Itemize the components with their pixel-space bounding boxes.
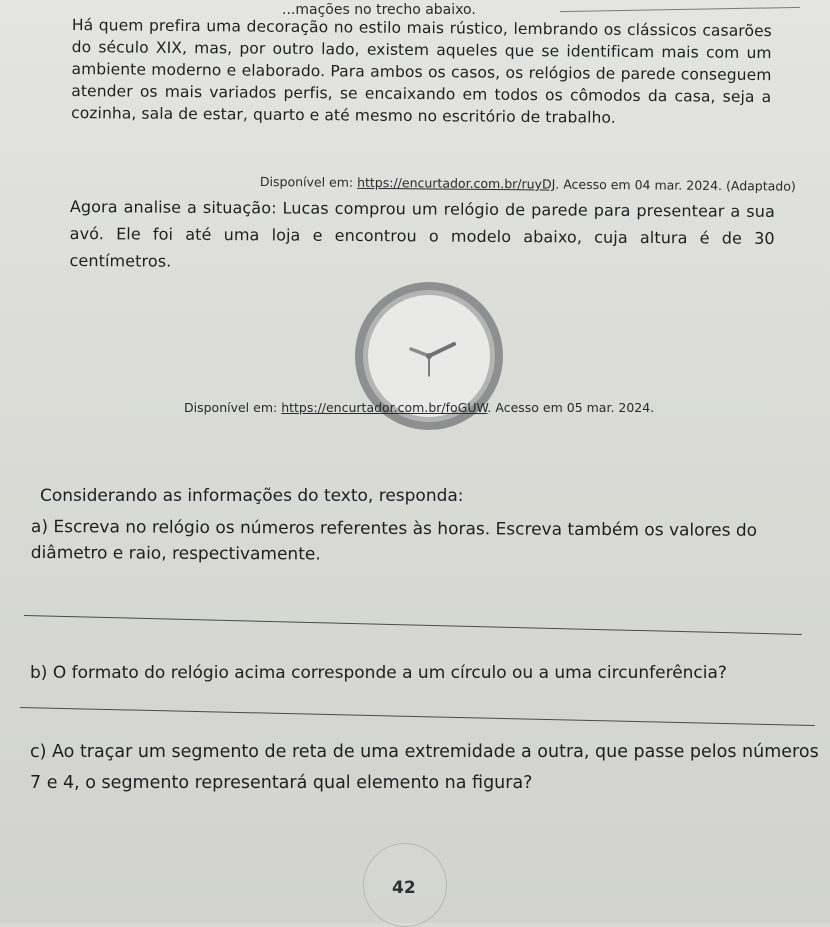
source-citation-1: [260, 174, 796, 194]
question-b: b) O formato do relógio acima corresponde a um círculo ou a uma circunferência?: [30, 663, 727, 683]
questions-intro: Considerando as informações do texto, responda:: [40, 486, 464, 506]
question-a: a) Escreva no relógio os números referentes às horas. Escreva também os valores do diâmetro e raio, respectivamente.: [30, 516, 758, 565]
source-1-suffix: . Acesso em 04 mar. 2024. (Adaptado): [555, 176, 796, 194]
situation-paragraph: Agora analise a situação: Lucas comprou um relógio de parede para presentear a sua avó. Ele foi até uma loja e encontrou o modelo abaixo, cuja altura é de 30 centímetros.: [69, 196, 775, 271]
source-2-suffix: . Acesso em 05 mar. 2024.: [487, 400, 655, 415]
source-1-link[interactable]: https://encurtador.com.br/ruyDJ: [357, 174, 556, 192]
header-rule: [560, 7, 800, 12]
question-c: c) Ao traçar um segmento de reta de uma extremidade a outra, que passe pelos números 7 e 4, o segmento representará qual elemento na figura?: [30, 742, 819, 793]
page-number: 42: [392, 878, 416, 898]
source-1-prefix: Disponível em:: [259, 174, 358, 190]
source-2-link[interactable]: https://encurtador.com.br/foGUW: [281, 400, 488, 415]
answer-line-a[interactable]: [24, 615, 802, 635]
intro-paragraph: Há quem prefira uma decoração no estilo mais rústico, lembrando os clássicos casarões do século XIX, mas, por outro lado, existem aqueles que se identificam mais com um ambiente moderno e elaborado. Para ambos os casos, os relógios de parede conseguem atender os mais variados perfis, se encaixando em todos os cômodos da casa, seja a cozinha, sala de estar, quarto e até mesmo no escritório de trabalho.: [71, 15, 772, 127]
answer-line-b[interactable]: [20, 707, 815, 726]
source-2-prefix: Disponível em:: [184, 400, 282, 415]
source-citation-2: [184, 400, 654, 415]
header-fragment: ...mações no trecho abaixo.: [282, 2, 476, 18]
